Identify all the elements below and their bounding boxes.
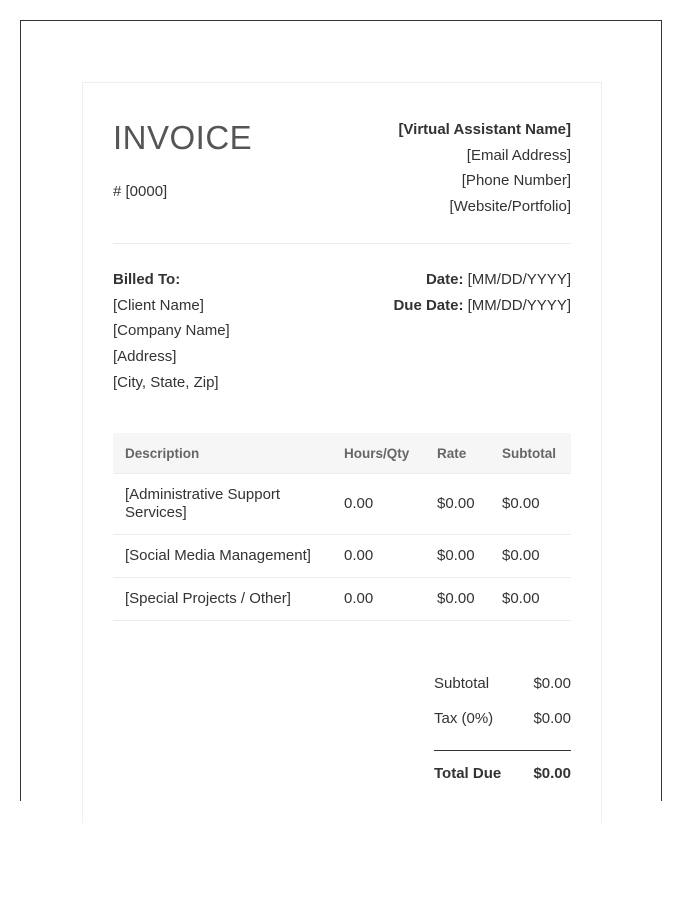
- item-subtotal: $0.00: [490, 535, 571, 578]
- sender-phone: [Phone Number]: [461, 172, 571, 189]
- header-description: Description: [113, 433, 332, 474]
- total-due-row: [434, 763, 571, 798]
- due-date: [393, 293, 571, 319]
- due-date-label: Due Date:: [393, 296, 464, 314]
- header-rate: Rate: [425, 433, 490, 474]
- totals-block: [434, 673, 571, 798]
- invoice-date: [393, 267, 571, 293]
- subtotal-label: Subtotal: [434, 675, 490, 692]
- item-qty: 0.00: [332, 535, 425, 578]
- sender-info: [398, 117, 571, 219]
- item-description: [Administrative Support Services]: [113, 474, 332, 535]
- date-value: [MM/DD/YYYY]: [467, 271, 571, 288]
- item-description: [Special Projects / Other]: [113, 578, 332, 621]
- line-items-table: [113, 433, 571, 621]
- table-row: [113, 474, 571, 535]
- invoice-header: [113, 83, 571, 243]
- header-divider: [113, 243, 571, 244]
- item-subtotal: $0.00: [490, 578, 571, 621]
- item-description: [Social Media Management]: [113, 535, 332, 578]
- header-subtotal: Subtotal: [490, 433, 571, 474]
- subtotal-row: [434, 673, 571, 708]
- item-subtotal: $0.00: [490, 474, 571, 535]
- item-qty: 0.00: [332, 578, 425, 621]
- sender-name: [Virtual Assistant Name]: [398, 121, 571, 138]
- subtotal-value: $0.00: [533, 675, 571, 692]
- tax-label: Tax (0%): [434, 710, 494, 727]
- table-row: [113, 535, 571, 578]
- item-rate: $0.00: [425, 535, 490, 578]
- dates-block: [393, 267, 571, 318]
- document-frame: [20, 20, 662, 801]
- client-name: [Client Name]: [113, 296, 204, 314]
- table-row: [113, 578, 571, 621]
- date-label: Date:: [425, 271, 464, 288]
- invoice-card: [82, 82, 602, 823]
- table-header-row: [113, 433, 571, 474]
- billed-to-block: [113, 267, 230, 396]
- item-qty: 0.00: [332, 474, 425, 535]
- invoice-content: [113, 83, 571, 782]
- total-due-value: $0.00: [533, 765, 571, 782]
- invoice-number: # [0000]: [113, 183, 168, 200]
- billed-to-label: Billed To:: [113, 271, 181, 288]
- due-date-value: [MM/DD/YYYY]: [467, 296, 571, 314]
- totals-divider: [434, 750, 571, 751]
- sender-email: [Email Address]: [466, 146, 571, 164]
- header-hours-qty: Hours/Qty: [332, 433, 425, 474]
- sender-website: [Website/Portfolio]: [449, 197, 571, 215]
- total-due-label: Total Due: [434, 765, 502, 782]
- invoice-title: INVOICE: [113, 119, 253, 156]
- tax-row: [434, 708, 571, 743]
- item-rate: $0.00: [425, 474, 490, 535]
- client-address: [Address]: [113, 348, 177, 366]
- client-city: [City, State, Zip]: [113, 373, 219, 391]
- tax-value: $0.00: [533, 710, 571, 727]
- item-rate: $0.00: [425, 578, 490, 621]
- company-name: [Company Name]: [113, 322, 230, 340]
